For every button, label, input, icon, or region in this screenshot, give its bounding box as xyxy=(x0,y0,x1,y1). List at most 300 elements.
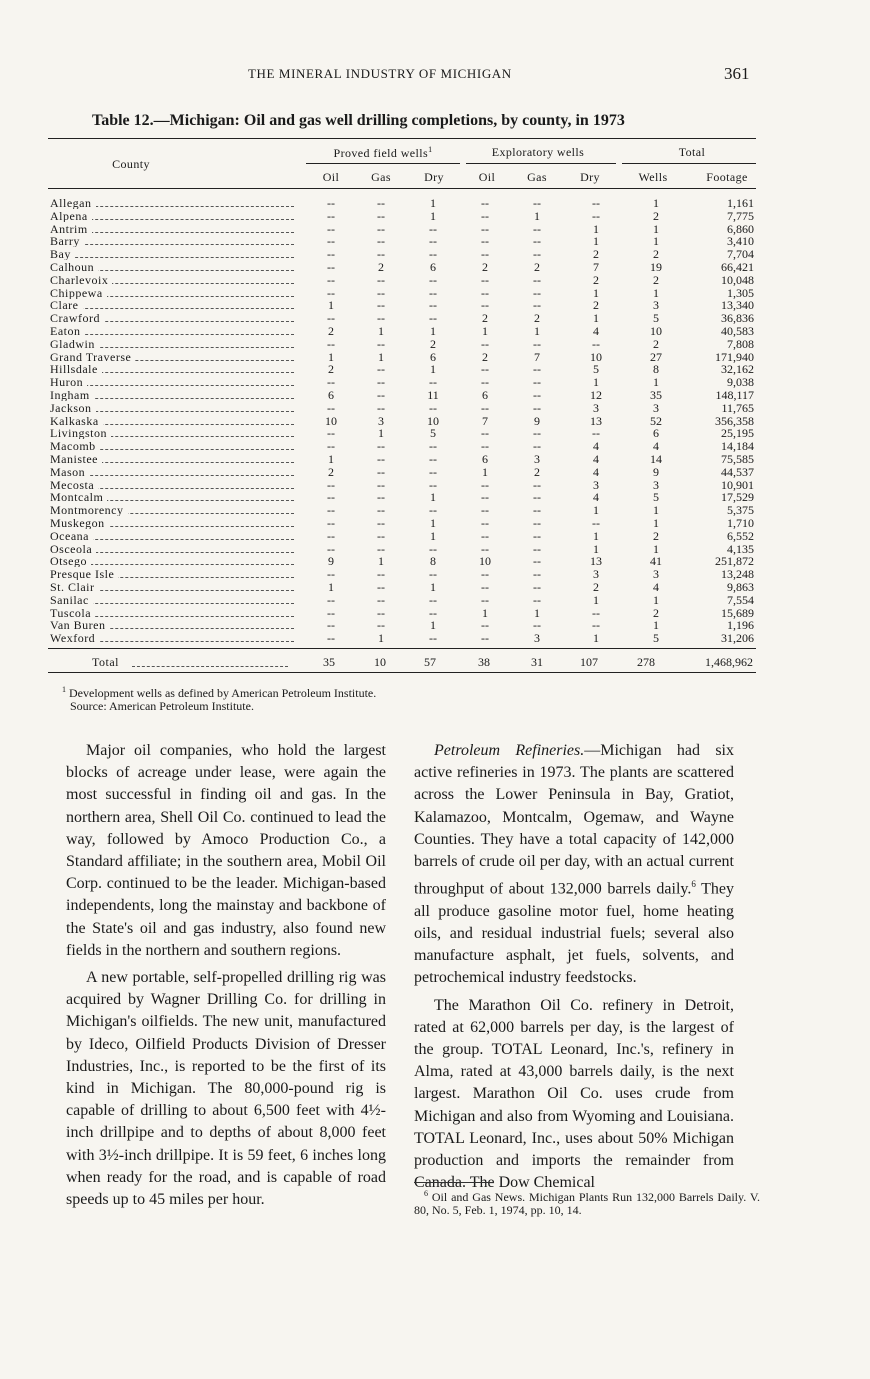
exploratory-gas-cell: 7 xyxy=(534,349,540,364)
proved-gas-cell: -- xyxy=(377,605,385,620)
proved-oil-cell: 2 xyxy=(328,362,334,377)
exploratory-dry-cell: 4 xyxy=(593,464,599,479)
exploratory-oil-cell: -- xyxy=(481,541,489,556)
proved-oil-cell: -- xyxy=(327,272,335,287)
proved-gas-cell: -- xyxy=(377,451,385,466)
exploratory-dry-cell: -- xyxy=(592,196,600,210)
total-wells-cell: 2 xyxy=(653,247,659,262)
paragraph-petroleum-refineries: Petroleum Refineries.—Michigan had six active refineries in 1973. The plants are scattered across the Lower Peninsula in Bay, Gratiot, Kalamazoo, Montcalm, Ogemaw, and Wayne Counties. They have a total capacity of 142,000 barrels of crude oil per day, with an actual current throughput of about 132,000 barrels daily.$^6$ They all produce gasoline motor fuel, home heating oils, and residual industrial fuels; several also manufacture asphalt, jet fuels, solvents, and petrochemical industry feedstocks. xyxy=(414,742,734,987)
exploratory-oil-cell: 2 xyxy=(482,259,488,274)
total-footage-cell: 7,704 xyxy=(727,247,754,262)
total-footage-cell: 6,552 xyxy=(727,528,754,543)
county-name-cell: Montmorency xyxy=(50,504,294,516)
exploratory-oil-cell: -- xyxy=(481,515,489,530)
proved-dry-cell: -- xyxy=(429,298,437,313)
proved-dry-cell: 1 xyxy=(430,362,436,377)
exploratory-dry-cell: 2 xyxy=(593,579,599,594)
total-footage-cell: 31,206 xyxy=(721,631,754,646)
county-name-cell: Grand Traverse xyxy=(50,351,294,363)
total-footage-cell: 7,808 xyxy=(727,336,754,351)
exploratory-gas-cell: -- xyxy=(533,362,541,377)
proved-oil-cell: -- xyxy=(327,605,335,620)
table-footnote-mark: 1 xyxy=(62,685,66,694)
county-name-cell: Crawford xyxy=(50,312,294,324)
proved-gas-cell: -- xyxy=(377,196,385,210)
exploratory-gas-cell: -- xyxy=(533,247,541,262)
total-wells-cell: 1 xyxy=(653,234,659,249)
exploratory-oil-cell: 2 xyxy=(482,349,488,364)
exploratory-gas-cell: -- xyxy=(533,503,541,518)
table-totals-rule xyxy=(48,648,756,649)
exploratory-dry-cell: 2 xyxy=(593,272,599,287)
proved-oil-cell: -- xyxy=(327,528,335,543)
proved-dry-cell: -- xyxy=(429,234,437,249)
total-footage-cell: 251,872 xyxy=(715,554,754,569)
exploratory-gas-cell: -- xyxy=(533,336,541,351)
exploratory-dry-cell: 4 xyxy=(593,439,599,454)
proved-oil-cell: 6 xyxy=(328,387,334,402)
proved-oil-cell: -- xyxy=(327,541,335,556)
proved-dry-header: Dry xyxy=(424,170,444,184)
total-footage-header: Footage xyxy=(706,170,748,184)
table-top-rule xyxy=(48,138,756,139)
county-name-cell: Osceola xyxy=(50,543,294,555)
total-footage-cell: 148,117 xyxy=(715,387,754,402)
total-wells-cell: 9 xyxy=(653,464,659,479)
total-exploratory-dry: 107 xyxy=(580,655,598,669)
proved-oil-cell: -- xyxy=(327,426,335,441)
proved-gas-cell: -- xyxy=(377,298,385,313)
proved-dry-cell: -- xyxy=(429,400,437,415)
proved-gas-cell: -- xyxy=(377,503,385,518)
proved-gas-cell: -- xyxy=(377,579,385,594)
proved-oil-cell: 1 xyxy=(328,349,334,364)
proved-dry-cell: -- xyxy=(429,567,437,582)
exploratory-oil-cell: -- xyxy=(481,567,489,582)
table-total-row xyxy=(0,655,870,669)
exploratory-oil-cell: -- xyxy=(481,528,489,543)
county-name-cell: Eaton xyxy=(50,325,294,337)
total-wells-cell: 1 xyxy=(653,592,659,607)
exploratory-dry-cell: 13 xyxy=(590,413,602,428)
exploratory-gas-cell: 1 xyxy=(534,323,540,338)
proved-oil-cell: -- xyxy=(327,515,335,530)
exploratory-gas-cell: -- xyxy=(533,490,541,505)
proved-gas-cell: 1 xyxy=(378,349,384,364)
total-footage-cell: 1,161 xyxy=(727,196,754,210)
total-footage-cell: 11,765 xyxy=(721,400,754,415)
exploratory-oil-cell: -- xyxy=(481,439,489,454)
proved-gas-cell: 1 xyxy=(378,631,384,646)
total-wells-cell: 1 xyxy=(653,196,659,210)
proved-gas-cell: -- xyxy=(377,234,385,249)
exploratory-gas-cell: 3 xyxy=(534,631,540,646)
exploratory-dry-cell: 7 xyxy=(593,259,599,274)
total-footage-cell: 9,038 xyxy=(727,375,754,390)
county-name-cell: Calhoun xyxy=(50,261,294,273)
exploratory-dry-cell: 13 xyxy=(590,554,602,569)
proved-gas-cell: -- xyxy=(377,592,385,607)
exploratory-group-rule xyxy=(466,163,616,164)
exploratory-oil-cell: 1 xyxy=(482,605,488,620)
proved-oil-cell: 2 xyxy=(328,464,334,479)
page-footnote-mark: 6 xyxy=(424,1189,428,1198)
exploratory-gas-cell: -- xyxy=(533,528,541,543)
proved-gas-cell: -- xyxy=(377,515,385,530)
exploratory-gas-cell: -- xyxy=(533,196,541,210)
exploratory-oil-cell: -- xyxy=(481,426,489,441)
proved-dry-cell: -- xyxy=(429,592,437,607)
county-name-cell: Van Buren xyxy=(50,619,294,631)
proved-dry-cell: -- xyxy=(429,631,437,646)
footnote-rule xyxy=(414,1182,494,1183)
exploratory-gas-cell: -- xyxy=(533,592,541,607)
proved-gas-cell: 3 xyxy=(378,413,384,428)
total-wells-cell: 4 xyxy=(653,579,659,594)
proved-oil-header: Oil xyxy=(322,170,340,184)
exploratory-dry-cell: 2 xyxy=(593,298,599,313)
exploratory-gas-cell: -- xyxy=(533,400,541,415)
total-wells-cell: 1 xyxy=(653,541,659,556)
exploratory-dry-cell: -- xyxy=(592,618,600,633)
proved-oil-cell: -- xyxy=(327,503,335,518)
exploratory-gas-cell: -- xyxy=(533,285,541,300)
proved-dry-cell: 5 xyxy=(430,426,436,441)
proved-dry-cell: 1 xyxy=(430,196,436,210)
exploratory-gas-cell: -- xyxy=(533,567,541,582)
proved-oil-cell: -- xyxy=(327,592,335,607)
proved-gas-cell: -- xyxy=(377,311,385,326)
exploratory-oil-cell: -- xyxy=(481,631,489,646)
proved-oil-cell: -- xyxy=(327,208,335,223)
total-wells-cell: 14 xyxy=(650,451,662,466)
total-footage-cell: 1,196 xyxy=(727,618,754,633)
exploratory-gas-cell: -- xyxy=(533,541,541,556)
proved-dry-cell: 1 xyxy=(430,618,436,633)
proved-oil-cell: -- xyxy=(327,234,335,249)
exploratory-oil-cell: -- xyxy=(481,618,489,633)
exploratory-oil-cell: 2 xyxy=(482,311,488,326)
county-name-cell: Allegan xyxy=(50,197,294,209)
total-wells-cell: 3 xyxy=(653,298,659,313)
total-footage-cell: 9,863 xyxy=(727,579,754,594)
exploratory-gas-cell: -- xyxy=(533,579,541,594)
county-name-cell: Oceana xyxy=(50,530,294,542)
total-footage-cell: 66,421 xyxy=(721,259,754,274)
total-footage-cell: 1,305 xyxy=(727,285,754,300)
total-wells-cell: 6 xyxy=(653,426,659,441)
county-name-cell: Antrim xyxy=(50,223,294,235)
exploratory-oil-cell: -- xyxy=(481,272,489,287)
total-wells-cell: 2 xyxy=(653,605,659,620)
proved-dry-cell: 11 xyxy=(427,387,439,402)
proved-dry-cell: 2 xyxy=(430,336,436,351)
total-footage-cell: 7,554 xyxy=(727,592,754,607)
exploratory-dry-cell: 1 xyxy=(593,503,599,518)
refineries-lead-in: Petroleum Refineries. xyxy=(434,742,585,759)
total-footage-cell: 4,135 xyxy=(727,541,754,556)
county-name-cell: Jackson xyxy=(50,402,294,414)
proved-gas-cell: -- xyxy=(377,618,385,633)
total-footage-cell: 40,583 xyxy=(721,323,754,338)
proved-oil-cell: 9 xyxy=(328,554,334,569)
proved-dry-cell: -- xyxy=(429,375,437,390)
county-name-cell: Chippewa xyxy=(50,287,294,299)
county-name-cell: Barry xyxy=(50,235,294,247)
exploratory-dry-cell: 5 xyxy=(593,362,599,377)
county-name-cell: Ingham xyxy=(50,389,294,401)
county-rows xyxy=(0,197,870,645)
total-footage-cell: 356,358 xyxy=(715,413,754,428)
total-wells-cell: 1 xyxy=(653,221,659,236)
total-footage-cell: 14,184 xyxy=(721,439,754,454)
exploratory-dry-cell: -- xyxy=(592,605,600,620)
proved-dry-cell: -- xyxy=(429,272,437,287)
paragraph-drilling-rig: A new portable, self-propelled drilling rig was acquired by Wagner Drilling Co. for drilling in Michigan's oilfields. The new unit, manufactured by Ideco, Oilfield Products Division of Dresser Industries, Inc., is reported to be the first of its kind in Michigan. The 80,000-pound rig is capable of drilling to about 6,500 feet with 4½-inch drillpipe and to depths of about 8,000 feet with 3½-inch drillpipe. It is 59 feet, 6 inches long when ready for the road, and is capable of road speeds up to 45 miles per hour. xyxy=(66,969,386,1209)
county-name-cell: Hillsdale xyxy=(50,363,294,375)
proved-gas-cell: 1 xyxy=(378,426,384,441)
exploratory-oil-cell: -- xyxy=(481,503,489,518)
total-footage-cell: 13,248 xyxy=(721,567,754,582)
county-name-cell: Presque Isle xyxy=(50,568,294,580)
total-wells-cell: 8 xyxy=(653,362,659,377)
total-footage-cell: 15,689 xyxy=(721,605,754,620)
exploratory-dry-cell: 1 xyxy=(593,221,599,236)
total-footage-cell: 10,048 xyxy=(721,272,754,287)
county-name-cell: Otsego xyxy=(50,555,294,567)
table-bottom-rule xyxy=(48,672,756,673)
proved-gas-cell: -- xyxy=(377,221,385,236)
proved-oil-cell: -- xyxy=(327,567,335,582)
exploratory-oil-cell: -- xyxy=(481,400,489,415)
proved-gas-cell: -- xyxy=(377,490,385,505)
exploratory-gas-cell: -- xyxy=(533,298,541,313)
total-footage-cell: 3,410 xyxy=(727,234,754,249)
county-name-cell: Huron xyxy=(50,376,294,388)
total-wells-cell: 27 xyxy=(650,349,662,364)
exploratory-oil-cell: -- xyxy=(481,362,489,377)
exploratory-gas-cell: 2 xyxy=(534,464,540,479)
exploratory-gas-cell: -- xyxy=(533,375,541,390)
table-title: Table 12.—Michigan: Oil and gas well drilling completions, by county, in 1973 xyxy=(92,112,625,129)
exploratory-gas-cell: -- xyxy=(533,234,541,249)
exploratory-gas-cell: 9 xyxy=(534,413,540,428)
total-wells-cell: 3 xyxy=(653,567,659,582)
county-name-cell: Tuscola xyxy=(50,607,294,619)
exploratory-gas-cell: -- xyxy=(533,554,541,569)
exploratory-oil-cell: 6 xyxy=(482,387,488,402)
exploratory-oil-cell: -- xyxy=(481,221,489,236)
proved-dry-cell: 1 xyxy=(430,579,436,594)
proved-oil-cell: 10 xyxy=(325,413,337,428)
table-source: Source: American Petroleum Institute. xyxy=(70,699,254,713)
county-name-cell: Clare xyxy=(50,299,294,311)
exploratory-oil-cell: -- xyxy=(481,490,489,505)
total-footage-cell: 36,836 xyxy=(721,311,754,326)
proved-gas-cell: 2 xyxy=(378,259,384,274)
total-wells-cell: 5 xyxy=(653,311,659,326)
county-name-cell: Montcalm xyxy=(50,491,294,503)
county-name-cell: Charlevoix xyxy=(50,274,294,286)
total-footage-cell: 75,585 xyxy=(721,451,754,466)
exploratory-gas-cell: 1 xyxy=(534,208,540,223)
total-proved-gas: 10 xyxy=(374,655,386,669)
exploratory-dry-cell: -- xyxy=(592,426,600,441)
proved-gas-cell: 1 xyxy=(378,554,384,569)
county-name-cell: Gladwin xyxy=(50,338,294,350)
county-name-cell: Bay xyxy=(50,248,294,260)
total-wells-cell: 2 xyxy=(653,336,659,351)
proved-oil-cell: -- xyxy=(327,196,335,210)
proved-group-header: Proved field wells$^1$ xyxy=(333,145,433,160)
proved-dry-cell: -- xyxy=(429,541,437,556)
proved-gas-cell: 1 xyxy=(378,323,384,338)
county-header: County xyxy=(112,157,150,171)
total-group-header: Total xyxy=(678,145,706,159)
exploratory-gas-cell: -- xyxy=(533,477,541,492)
exploratory-gas-header: Gas xyxy=(527,170,547,184)
exploratory-oil-cell: 7 xyxy=(482,413,488,428)
proved-note-mark: 1 xyxy=(428,145,433,154)
exploratory-gas-cell: 1 xyxy=(534,605,540,620)
exploratory-gas-cell: -- xyxy=(533,272,541,287)
proved-dry-cell: -- xyxy=(429,221,437,236)
total-footage-cell: 44,537 xyxy=(721,464,754,479)
exploratory-dry-cell: 1 xyxy=(593,592,599,607)
exploratory-dry-cell: 10 xyxy=(590,349,602,364)
proved-gas-cell: -- xyxy=(377,567,385,582)
county-name-cell: Muskegon xyxy=(50,517,294,529)
total-wells-cell: 41 xyxy=(650,554,662,569)
proved-dry-cell: -- xyxy=(429,311,437,326)
total-wells-header: Wells xyxy=(638,170,668,184)
exploratory-oil-cell: -- xyxy=(481,196,489,210)
total-footage-cell: 1,710 xyxy=(727,515,754,530)
exploratory-dry-cell: 4 xyxy=(593,323,599,338)
proved-dry-cell: 1 xyxy=(430,515,436,530)
exploratory-oil-cell: -- xyxy=(481,579,489,594)
proved-oil-cell: -- xyxy=(327,247,335,262)
proved-oil-cell: -- xyxy=(327,285,335,300)
total-wells-cell: 19 xyxy=(650,259,662,274)
total-wells-cell: 1 xyxy=(653,285,659,300)
proved-dry-cell: -- xyxy=(429,285,437,300)
exploratory-dry-cell: 3 xyxy=(593,400,599,415)
exploratory-gas-cell: 2 xyxy=(534,259,540,274)
total-wells-cell: 3 xyxy=(653,477,659,492)
exploratory-gas-cell: -- xyxy=(533,515,541,530)
proved-dry-cell: 1 xyxy=(430,323,436,338)
total-proved-dry: 57 xyxy=(424,655,436,669)
proved-dry-cell: 8 xyxy=(430,554,436,569)
total-exploratory-gas: 31 xyxy=(531,655,543,669)
exploratory-gas-cell: -- xyxy=(533,387,541,402)
proved-dry-cell: -- xyxy=(429,464,437,479)
exploratory-gas-cell: -- xyxy=(533,426,541,441)
total-footage-cell: 10,901 xyxy=(721,477,754,492)
exploratory-gas-cell: 2 xyxy=(534,311,540,326)
proved-oil-cell: -- xyxy=(327,439,335,454)
table-header-rule xyxy=(48,188,756,189)
proved-oil-cell: 1 xyxy=(328,451,334,466)
table-row xyxy=(0,632,870,645)
exploratory-group-header: Exploratory wells xyxy=(491,145,585,159)
total-wells-cell: 1 xyxy=(653,618,659,633)
proved-oil-cell: -- xyxy=(327,631,335,646)
proved-gas-cell: -- xyxy=(377,387,385,402)
running-title: THE MINERAL INDUSTRY OF MICHIGAN xyxy=(248,66,512,81)
exploratory-oil-cell: 1 xyxy=(482,464,488,479)
exploratory-dry-cell: 2 xyxy=(593,247,599,262)
total-wells-cell: 1 xyxy=(653,375,659,390)
total-wells: 278 xyxy=(637,655,655,669)
proved-oil-cell: -- xyxy=(327,336,335,351)
exploratory-dry-cell: 1 xyxy=(593,234,599,249)
exploratory-gas-cell: 3 xyxy=(534,451,540,466)
proved-gas-cell: -- xyxy=(377,439,385,454)
left-text-column xyxy=(66,740,386,1216)
proved-gas-cell: -- xyxy=(377,336,385,351)
proved-oil-cell: -- xyxy=(327,259,335,274)
total-footage-cell: 5,375 xyxy=(727,503,754,518)
exploratory-dry-cell: 1 xyxy=(593,311,599,326)
total-wells-cell: 10 xyxy=(650,323,662,338)
proved-gas-cell: -- xyxy=(377,400,385,415)
proved-oil-cell: -- xyxy=(327,490,335,505)
total-footage-cell: 32,162 xyxy=(721,362,754,377)
county-name-cell: Livingston xyxy=(50,427,294,439)
paragraph-major-oil-companies: Major oil companies, who hold the largest blocks of acreage under lease, were again the most successful in finding oil and gas. In the northern area, Shell Oil Co. continued to lead the way, followed by Amoco Production Co., a Standard affiliate; in the southern area, Mobil Oil Corp. continued to be the leader. Michigan-based independents, long the mainstay and backbone of the State's oil and gas industry, also found new fields in the northern and southern regions. xyxy=(66,742,386,959)
exploratory-dry-cell: 4 xyxy=(593,490,599,505)
proved-dry-cell: 1 xyxy=(430,490,436,505)
paragraph-marathon-refinery: The Marathon Oil Co. refinery in Detroit, rated at 62,000 barrels per day, is the largest of the group. TOTAL Leonard, Inc.'s, refinery in Alma, rated at 43,000 barrels daily, is the next largest. Marathon Oil Co. uses crude from Michigan and also from Wyoming and Louisiana. TOTAL Leonard, Inc., uses about 50% Michigan production and imports the remainder from Canada. The Dow Chemical xyxy=(414,996,734,1192)
page-footnote: $^6$ Oil and Gas News. Michigan Plants Run 132,000 Barrels Daily. V. 80, No. 5, Feb. 1, 1974, pp. 10, 14. xyxy=(414,1189,761,1217)
county-name-cell: Sanilac xyxy=(50,594,294,606)
proved-oil-cell: -- xyxy=(327,400,335,415)
proved-dry-cell: -- xyxy=(429,605,437,620)
proved-oil-cell: -- xyxy=(327,618,335,633)
proved-oil-cell: 2 xyxy=(328,323,334,338)
county-name-cell: Mecosta xyxy=(50,479,294,491)
total-proved-oil: 35 xyxy=(323,655,335,669)
exploratory-dry-cell: 3 xyxy=(593,477,599,492)
exploratory-gas-cell: -- xyxy=(533,618,541,633)
proved-group-rule xyxy=(306,163,460,164)
exploratory-dry-cell: 4 xyxy=(593,451,599,466)
exploratory-dry-cell: 3 xyxy=(593,567,599,582)
proved-oil-cell: 1 xyxy=(328,579,334,594)
total-footage-cell: 6,860 xyxy=(727,221,754,236)
total-group-rule xyxy=(622,163,756,164)
proved-gas-cell: -- xyxy=(377,541,385,556)
refineries-note-mark: 6 xyxy=(691,879,696,890)
proved-gas-cell: -- xyxy=(377,362,385,377)
proved-gas-cell: -- xyxy=(377,285,385,300)
proved-gas-cell: -- xyxy=(377,272,385,287)
proved-oil-cell: -- xyxy=(327,477,335,492)
total-wells-cell: 2 xyxy=(653,528,659,543)
exploratory-oil-cell: 10 xyxy=(479,554,491,569)
exploratory-oil-cell: -- xyxy=(481,592,489,607)
exploratory-dry-cell: 1 xyxy=(593,375,599,390)
county-name-cell: Manistee xyxy=(50,453,294,465)
exploratory-oil-cell: 1 xyxy=(482,323,488,338)
proved-gas-cell: -- xyxy=(377,477,385,492)
total-footage: 1,468,962 xyxy=(705,655,753,669)
proved-oil-cell: -- xyxy=(327,375,335,390)
total-wells-cell: 1 xyxy=(653,503,659,518)
exploratory-dry-cell: 1 xyxy=(593,631,599,646)
